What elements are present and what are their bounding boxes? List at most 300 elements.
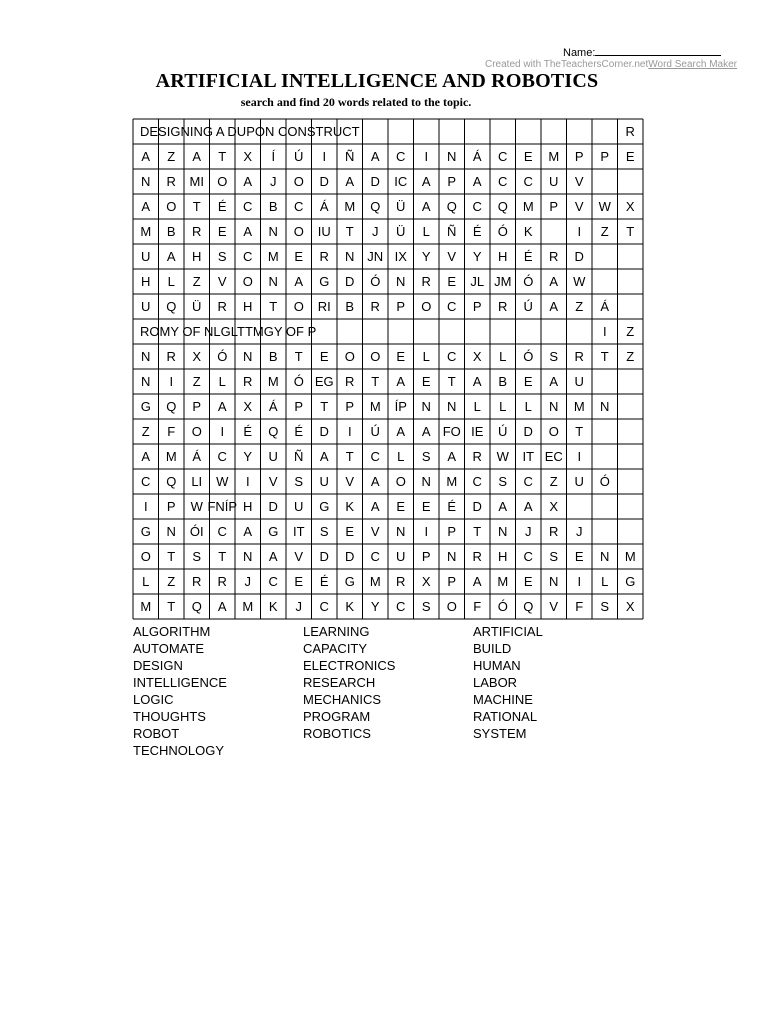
grid-letter: O <box>293 224 304 239</box>
grid-letter: G <box>319 499 330 514</box>
grid-letter: Z <box>192 374 201 389</box>
grid-letter: C <box>523 474 533 489</box>
grid-letter: A <box>370 149 380 164</box>
grid-letter: C <box>370 549 380 564</box>
grid-letter: N <box>447 399 457 414</box>
grid-letter: L <box>524 399 532 414</box>
grid-letter: A <box>192 149 202 164</box>
grid-letter: K <box>268 599 278 614</box>
grid-letter: S <box>294 474 304 489</box>
grid-letter: T <box>447 374 456 389</box>
grid-letter: D <box>319 549 329 564</box>
grid-letter: E <box>319 349 329 364</box>
grid-letter: E <box>625 149 635 164</box>
grid-letter: J <box>244 574 251 589</box>
grid-letter: G <box>319 274 330 289</box>
grid-letter: G <box>268 524 279 539</box>
word-item: INTELLIGENCE <box>133 675 227 690</box>
grid-letter: L <box>499 399 507 414</box>
grid-letter: F <box>167 424 176 439</box>
word-item: LABOR <box>473 675 518 690</box>
grid-letter: M <box>369 574 381 589</box>
grid-letter: R <box>192 574 202 589</box>
grid-letter: Ú <box>370 424 380 439</box>
grid-letter: I <box>220 424 225 439</box>
grid-letter: I <box>347 424 352 439</box>
grid-letter: A <box>396 374 406 389</box>
grid-letter: I <box>245 474 250 489</box>
word-item: DESIGN <box>133 658 183 673</box>
grid-letter: D <box>472 499 482 514</box>
grid-letter: A <box>268 549 278 564</box>
grid-letter: Q <box>191 599 202 614</box>
grid-letter: C <box>217 449 227 464</box>
grid-letter: J <box>270 174 277 189</box>
grid-letter: O <box>191 424 202 439</box>
grid-letter: Ü <box>192 299 202 314</box>
grid-letter: A <box>294 274 304 289</box>
grid-letter: G <box>140 399 151 414</box>
grid-letter: V <box>268 474 278 489</box>
grid-letter: A <box>243 174 253 189</box>
grid-letter: N <box>268 224 278 239</box>
grid-letter: U <box>319 474 329 489</box>
grid-letter: M <box>497 574 509 589</box>
grid-letter: N <box>447 149 457 164</box>
grid-letter: L <box>601 574 609 589</box>
grid-letter: D <box>268 499 278 514</box>
grid-letter: V <box>345 474 355 489</box>
grid-letter: E <box>523 574 533 589</box>
grid-letter: R <box>396 574 406 589</box>
grid-letter: T <box>192 199 201 214</box>
grid-letter: Ü <box>396 224 406 239</box>
grid-letter: R <box>217 299 227 314</box>
word-item: BUILD <box>473 641 512 656</box>
grid-letter: J <box>372 224 379 239</box>
grid-letter: S <box>421 449 431 464</box>
grid-letter: P <box>166 499 176 514</box>
grid-letter: Z <box>626 324 635 339</box>
grid-letter: V <box>447 249 457 264</box>
grid-letter: I <box>577 224 582 239</box>
grid-letter: T <box>218 149 227 164</box>
grid-letter: Z <box>549 474 558 489</box>
grid-letter: A <box>319 449 329 464</box>
grid-letter: N <box>421 474 431 489</box>
grid-letter: C <box>396 599 406 614</box>
grid-letter: P <box>472 299 482 314</box>
grid-letter: K <box>523 224 533 239</box>
grid-letter: G <box>140 524 151 539</box>
grid-letter: N <box>600 399 610 414</box>
grid-letter: A <box>243 224 253 239</box>
grid-letter: C <box>319 599 329 614</box>
grid-letter: N <box>396 524 406 539</box>
grid-letter: E <box>574 549 584 564</box>
grid-letter: I <box>577 574 582 589</box>
grid-letter: C <box>217 524 227 539</box>
grid-letter: O <box>548 424 559 439</box>
grid-letter: S <box>421 599 431 614</box>
grid-letter: H <box>243 299 253 314</box>
grid-letter: J <box>576 524 583 539</box>
grid-letter: C <box>370 449 380 464</box>
grid-letter: X <box>421 574 431 589</box>
grid-letter: Q <box>523 599 534 614</box>
grid-letter: R <box>217 574 227 589</box>
grid-letter: C <box>523 174 533 189</box>
grid-letter: S <box>498 474 508 489</box>
grid-letter: J <box>295 599 302 614</box>
grid-letter: B <box>345 299 355 314</box>
grid-letter: T <box>575 424 584 439</box>
grid-letter: O <box>242 274 253 289</box>
grid-letter: A <box>345 174 355 189</box>
grid-letter: B <box>268 199 278 214</box>
grid-letter: P <box>396 299 406 314</box>
grid-letter: P <box>345 399 355 414</box>
grid-letter: Ó <box>293 374 304 389</box>
grid-letter: E <box>217 224 227 239</box>
grid-letter: I <box>602 324 607 339</box>
grid-letter: É <box>447 499 457 514</box>
grid-letter: JN <box>367 249 384 264</box>
grid-letter: A <box>141 449 151 464</box>
grid-letter: Ú <box>523 299 533 314</box>
grid-letter: R <box>166 349 176 364</box>
grid-letter: FNÍP <box>207 499 238 514</box>
grid-letter: M <box>242 599 254 614</box>
grid-letter: D <box>345 549 355 564</box>
grid-letter: Z <box>575 299 584 314</box>
word-item: THOUGHTS <box>133 709 206 724</box>
grid-letter: E <box>294 574 304 589</box>
grid-letter: S <box>192 549 202 564</box>
grid-letter: Á <box>192 449 202 464</box>
grid-letter: N <box>396 274 406 289</box>
grid-letter: Ó <box>497 224 508 239</box>
grid-letter: C <box>447 349 457 364</box>
grid-letter: M <box>140 599 152 614</box>
grid-letter: M <box>267 374 279 389</box>
grid-letter: F <box>473 599 482 614</box>
grid-letter: N <box>141 349 151 364</box>
grid-letter: EC <box>544 449 563 464</box>
grid-letter: Y <box>243 449 253 464</box>
grid-letter: R <box>549 249 559 264</box>
grid-letter: P <box>294 399 304 414</box>
grid-letter: I <box>143 499 148 514</box>
grid-letter: X <box>625 599 635 614</box>
grid-letter: I <box>424 149 429 164</box>
grid-letter: U <box>294 499 304 514</box>
grid-letter: M <box>165 449 177 464</box>
grid-row-text: DESIGNING A DUPON CONSTRUCT <box>140 124 360 139</box>
grid-letter: Ó <box>523 349 534 364</box>
grid-letter: T <box>600 349 609 364</box>
grid-letter: N <box>141 174 151 189</box>
grid-letter: T <box>294 349 303 364</box>
grid-letter: Y <box>370 599 380 614</box>
word-item: ROBOT <box>133 726 180 741</box>
grid-letter: G <box>344 574 355 589</box>
grid-letter: C <box>472 474 482 489</box>
grid-letter: U <box>396 549 406 564</box>
grid-row-text: ROMY OF NLGLTTMGY OF P <box>140 324 317 339</box>
grid-letter: E <box>421 499 431 514</box>
grid-letter: Z <box>167 574 176 589</box>
grid-letter: D <box>319 424 329 439</box>
grid-letter: Á <box>600 299 610 314</box>
grid-letter: Ú <box>294 149 304 164</box>
grid-letter: A <box>421 424 431 439</box>
grid-letter: T <box>167 599 176 614</box>
grid-letter: A <box>498 499 508 514</box>
grid-letter: Ó <box>497 599 508 614</box>
word-item: ARTIFICIAL <box>473 624 543 639</box>
grid-letter: R <box>498 299 508 314</box>
grid-letter: Q <box>166 399 177 414</box>
grid-letter: U <box>574 474 584 489</box>
word-item: TECHNOLOGY <box>133 743 225 758</box>
word-item: ALGORITHM <box>133 624 211 639</box>
grid-letter: X <box>243 149 253 164</box>
grid-letter: T <box>473 524 482 539</box>
grid-letter: N <box>345 249 355 264</box>
grid-letter: E <box>396 349 406 364</box>
grid-letter: T <box>345 224 354 239</box>
grid-letter: Z <box>167 149 176 164</box>
grid-letter: IT <box>522 449 535 464</box>
grid-letter: S <box>549 549 559 564</box>
grid-letter: Z <box>600 224 609 239</box>
grid-letter: H <box>498 249 508 264</box>
grid-letter: C <box>243 199 253 214</box>
grid-letter: A <box>396 424 406 439</box>
grid-letter: IC <box>394 174 408 189</box>
grid-letter: S <box>319 524 329 539</box>
grid-letter: Q <box>446 199 457 214</box>
grid-letter: T <box>218 549 227 564</box>
grid-letter: S <box>217 249 227 264</box>
grid-letter: P <box>600 149 610 164</box>
grid-letter: R <box>166 174 176 189</box>
grid-letter: IX <box>394 249 407 264</box>
grid-letter: E <box>396 499 406 514</box>
grid-letter: D <box>345 274 355 289</box>
grid-letter: A <box>549 299 559 314</box>
grid-letter: H <box>141 274 151 289</box>
grid-letter: O <box>217 174 228 189</box>
grid-letter: E <box>523 149 533 164</box>
grid-letter: R <box>319 249 329 264</box>
word-item: MACHINE <box>473 692 533 707</box>
grid-letter: X <box>243 399 253 414</box>
grid-letter: M <box>624 549 636 564</box>
grid-letter: O <box>140 549 151 564</box>
grid-letter: A <box>523 499 533 514</box>
grid-letter: L <box>473 399 481 414</box>
grid-letter: A <box>217 599 227 614</box>
grid-letter: P <box>574 149 584 164</box>
grid-letter: W <box>598 199 611 214</box>
grid-letter: ÓI <box>189 524 204 539</box>
grid-letter: B <box>166 224 176 239</box>
grid-letter: W <box>216 474 229 489</box>
grid-letter: O <box>293 174 304 189</box>
grid-letter: M <box>267 249 279 264</box>
grid-letter: U <box>549 174 559 189</box>
grid-letter: Ó <box>523 274 534 289</box>
grid-letter: Ó <box>217 349 228 364</box>
grid-letter: L <box>142 574 150 589</box>
grid-letter: H <box>192 249 202 264</box>
grid-letter: A <box>472 574 482 589</box>
grid-letter: A <box>549 374 559 389</box>
grid-letter: U <box>574 374 584 389</box>
grid-letter: T <box>371 374 380 389</box>
page-subtitle: search and find 20 words related to the topic. <box>240 95 472 109</box>
grid-letter: D <box>370 174 380 189</box>
grid-letter: F <box>575 599 584 614</box>
grid-letter: P <box>421 549 431 564</box>
grid-letter: Ü <box>396 199 406 214</box>
grid-letter: T <box>269 299 278 314</box>
word-column-2 <box>303 623 395 742</box>
word-item: ROBOTICS <box>303 726 371 741</box>
grid-letter: H <box>498 549 508 564</box>
grid-letter: I <box>577 449 582 464</box>
grid-letter: R <box>370 299 380 314</box>
word-item: LEARNING <box>303 624 370 639</box>
grid-letter: A <box>472 374 482 389</box>
grid-letter: R <box>472 549 482 564</box>
grid-letter: C <box>396 149 406 164</box>
word-column-1 <box>133 623 227 759</box>
grid-letter: W <box>573 274 586 289</box>
grid-letter: X <box>472 349 482 364</box>
word-item: RESEARCH <box>303 675 376 690</box>
grid-letter: O <box>370 349 381 364</box>
grid-letter: Á <box>268 399 278 414</box>
grid-letter: É <box>472 224 482 239</box>
grid-letter: P <box>447 574 457 589</box>
grid-letter: A <box>447 449 457 464</box>
grid-letter: Q <box>370 199 381 214</box>
grid-letter: T <box>320 399 329 414</box>
grid-letter: W <box>190 499 203 514</box>
grid-letter: H <box>243 499 253 514</box>
grid-letter: V <box>574 174 584 189</box>
grid-letter: D <box>523 424 533 439</box>
grid-letter: C <box>498 174 508 189</box>
grid-letter: N <box>549 399 559 414</box>
grid-letter: R <box>192 224 202 239</box>
grid-letter: Q <box>166 474 177 489</box>
grid-letter: Z <box>141 424 150 439</box>
grid-letter: Ú <box>498 424 508 439</box>
grid-letter: C <box>268 574 278 589</box>
grid-letter: RI <box>317 299 331 314</box>
grid-letter: S <box>549 349 559 364</box>
grid-letter: O <box>421 299 432 314</box>
grid-letter: R <box>243 374 253 389</box>
grid-letter: IE <box>471 424 484 439</box>
grid-letter: M <box>446 474 458 489</box>
grid-letter: V <box>370 524 380 539</box>
grid-letter: M <box>344 199 356 214</box>
grid-letter: R <box>549 524 559 539</box>
grid-letter: E <box>294 249 304 264</box>
grid-letter: L <box>499 349 507 364</box>
grid-letter: Ñ <box>294 449 304 464</box>
grid-letter: Á <box>472 149 482 164</box>
grid-letter: E <box>523 374 533 389</box>
grid-letter: O <box>395 474 406 489</box>
grid-letter: M <box>140 224 152 239</box>
grid-letter: E <box>447 274 457 289</box>
grid-letter: M <box>548 149 560 164</box>
grid-letter: Q <box>166 299 177 314</box>
word-item: LOGIC <box>133 692 174 707</box>
grid-letter: O <box>293 299 304 314</box>
grid-letter: Ó <box>370 274 381 289</box>
grid-letter: Y <box>472 249 482 264</box>
grid-letter: IU <box>317 224 331 239</box>
grid-letter: N <box>166 524 176 539</box>
grid-letter: Ñ <box>447 224 457 239</box>
grid-letter: É <box>523 249 533 264</box>
grid-letter: A <box>421 174 431 189</box>
grid-letter: Á <box>319 199 329 214</box>
created-prefix: Created with TheTeachersCorner.net <box>485 59 649 70</box>
grid-letter: E <box>345 524 355 539</box>
page-title: ARTIFICIAL INTELLIGENCE AND ROBOTICS <box>155 70 599 92</box>
word-item: HUMAN <box>473 658 521 673</box>
grid-letter: C <box>523 549 533 564</box>
grid-letter: B <box>268 349 278 364</box>
grid-letter: N <box>141 374 151 389</box>
grid-letter: S <box>600 599 610 614</box>
grid-letter: D <box>574 249 584 264</box>
grid-letter: LI <box>191 474 203 489</box>
grid-letter: I <box>322 149 327 164</box>
grid-letter: N <box>268 274 278 289</box>
grid-letter: P <box>192 399 202 414</box>
grid-letter: O <box>344 349 355 364</box>
grid-letter: W <box>496 449 509 464</box>
word-item: CAPACITY <box>303 641 368 656</box>
grid-letter: A <box>549 274 559 289</box>
grid-letter: É <box>319 574 329 589</box>
grid-letter: V <box>574 199 584 214</box>
grid-letter: A <box>370 499 380 514</box>
grid-letter: A <box>141 149 151 164</box>
grid-letter: O <box>446 599 457 614</box>
grid-letter: A <box>217 399 227 414</box>
grid-letter: Z <box>626 349 635 364</box>
grid-letter: T <box>345 449 354 464</box>
grid-letter: C <box>141 474 151 489</box>
grid-letter: Z <box>192 274 201 289</box>
grid-letter: Ñ <box>345 149 355 164</box>
grid-letter: JL <box>470 274 485 289</box>
grid-letter: K <box>345 499 355 514</box>
word-search-maker-link[interactable]: Word Search Maker <box>648 59 737 70</box>
word-item: PROGRAM <box>303 709 371 724</box>
grid-letter: Ó <box>599 474 610 489</box>
